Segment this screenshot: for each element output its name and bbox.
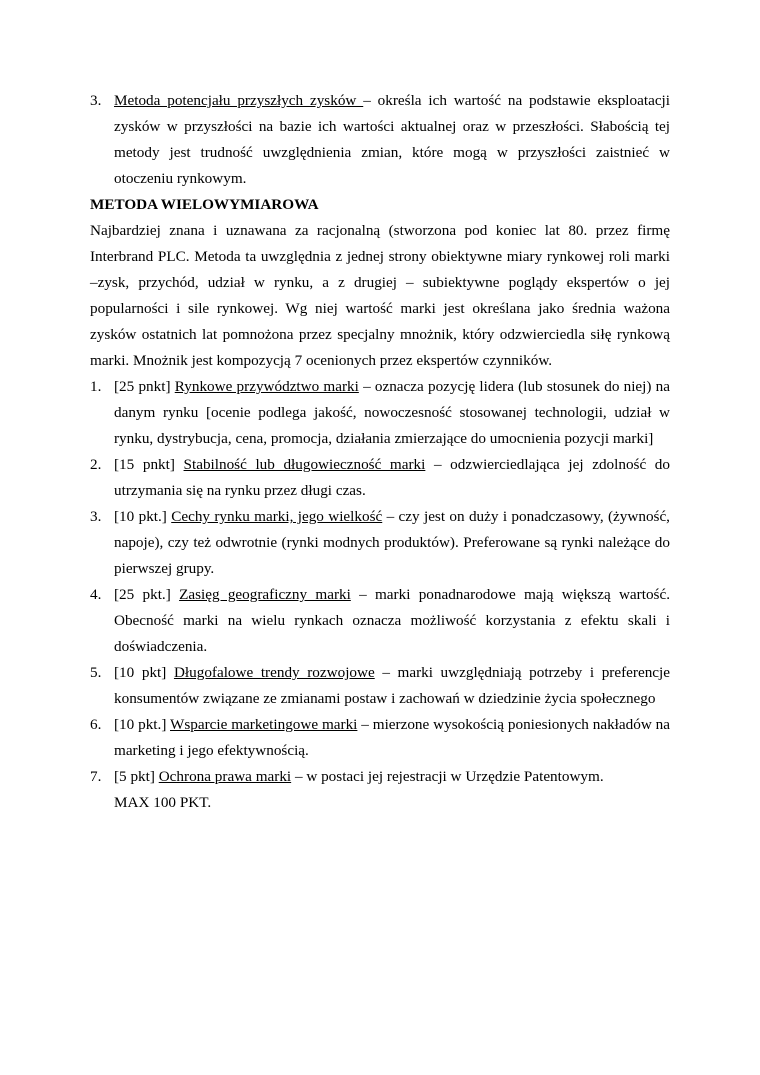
- list-number: 6.: [90, 716, 102, 733]
- factor-title: Wsparcie marketingowe marki: [170, 716, 358, 733]
- document-content: [90, 88, 670, 816]
- list-item: [90, 764, 670, 790]
- list-number: 1.: [90, 378, 102, 395]
- list-number: 4.: [90, 586, 102, 603]
- list-item: [90, 582, 670, 660]
- factor-description: – marki ponadnarodowe mają większą wartość. Obecność marki na wielu rynkach oznacza możliwość korzystania z efektu skali i doświadczenia.: [114, 586, 670, 655]
- factor-title: Długofalowe trendy rozwojowe: [173, 664, 375, 681]
- list-number: 3.: [90, 92, 102, 109]
- section-heading: METODA WIELOWYMIAROWA: [90, 196, 319, 213]
- method-description: – określa ich wartość na podstawie eksploatacji zysków w przyszłości na bazie ich wartości aktualnej oraz w przeszłości. Słabością tej metody jest trudność uwzględnienia zmian, które mogą w przyszłości zaistnieć w otoczeniu rynkowym.: [114, 92, 671, 187]
- factor-title: Ochrona prawa marki: [158, 768, 292, 785]
- factor-description: – czy jest on duży i ponadczasowy, (żywność, napoje), czy też odwrotnie (rynki modnych produktów). Preferowane są rynki należące do pierwszej grupy.: [114, 508, 670, 577]
- points-label: [10 pkt.]: [114, 508, 172, 525]
- factor-description: – w postaci jej rejestracji w Urzędzie Patentowym.: [291, 768, 604, 785]
- points-label: [10 pkt.]: [114, 716, 170, 733]
- points-label: [5 pkt]: [114, 768, 159, 785]
- factor-description: – marki uwzględniają potrzeby i preferencje konsumentów związane ze zmianami postaw i zachowań w dziedzinie życia społecznego: [114, 664, 670, 707]
- points-label: [10 pkt]: [114, 664, 174, 681]
- list-item: [90, 660, 670, 712]
- factor-title: Stabilność lub długowieczność marki: [183, 456, 426, 473]
- list-item: [90, 712, 670, 764]
- method-item-3: [90, 88, 670, 192]
- factor-description: – oznacza pozycję lidera (lub stosunek do niej) na danym rynku [ocenie podlega jakość, nowoczesność stosowanej technologii, udział w rynku, dystrybucja, cena, promocja, działania zmierzające do umocnienia pozycji marki]: [114, 378, 670, 447]
- list-number: 2.: [90, 456, 102, 473]
- points-label: [25 pnkt]: [114, 378, 175, 395]
- factor-description: – mierzone wysokością poniesionych nakładów na marketing i jego efektywnością.: [114, 716, 671, 759]
- factor-description: – odzwierciedlająca jej zdolność do utrzymania się na rynku przez długi czas.: [114, 456, 670, 499]
- factor-title: Rynkowe przywództwo marki: [174, 378, 359, 395]
- list-item: [90, 504, 670, 582]
- max-points-total: MAX 100 PKT.: [114, 794, 212, 811]
- list-item: [90, 452, 670, 504]
- factor-list: [90, 374, 670, 790]
- list-number: 5.: [90, 664, 102, 681]
- method-title: Metoda potencjału przyszłych zysków: [114, 92, 364, 109]
- list-number: 3.: [90, 508, 102, 525]
- list-number: 7.: [90, 768, 102, 785]
- factor-title: Zasięg geograficzny marki: [179, 586, 351, 603]
- factor-title: Cechy rynku marki, jego wielkość: [171, 508, 383, 525]
- points-label: [15 pnkt]: [114, 456, 184, 473]
- list-item: [90, 374, 670, 452]
- intro-paragraph: Najbardziej znana i uznawana za racjonalną (stworzona pod koniec lat 80. przez firmę Interbrand PLC. Metoda ta uwzględnia z jednej strony obiektywne miary rynkowej roli marki –zysk, przychód, udział w rynku, a z drugiej – subiektywne poglądy ekspertów o jej popularności i sile rynkowej. Wg niej wartość marki jest określana jako średnia ważona zysków ostatnich lat pomnożona przez specjalny mnożnik, który odzwierciedla siłę rynkową marki. Mnożnik jest kompozycją 7 ocenionych przez ekspertów czynników.: [90, 222, 670, 369]
- points-label: [25 pkt.]: [114, 586, 180, 603]
